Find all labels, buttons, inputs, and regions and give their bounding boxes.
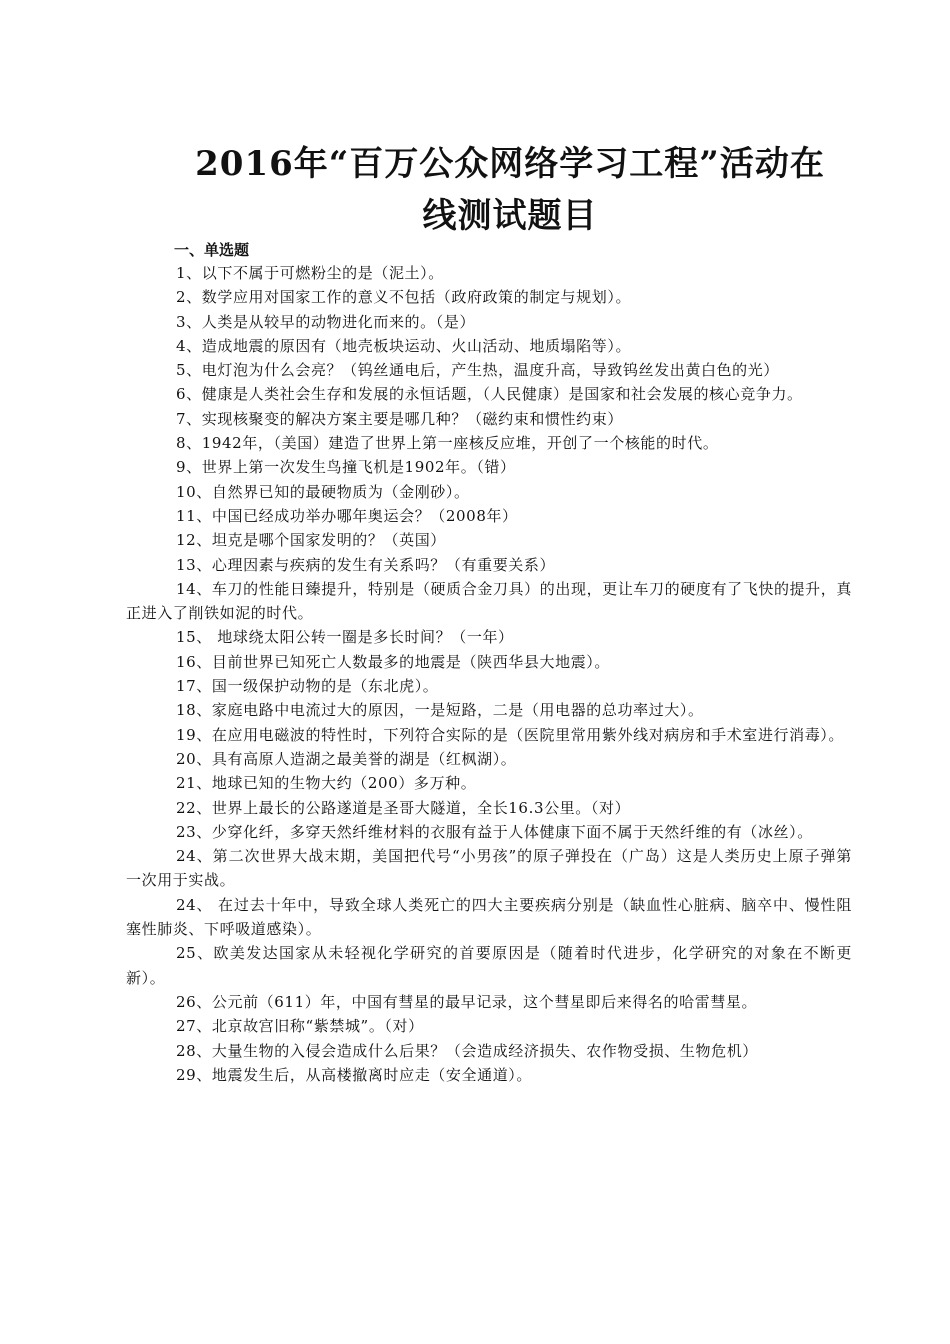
question-item: 12、坦克是哪个国家发明的？（英国） [176,531,446,550]
question-list [126,261,852,1087]
question-item: 19、在应用电磁波的特性时，下列符合实际的是（医院里常用紫外线对病房和手术室进行消毒）。 [176,725,844,744]
question-item: 3、人类是从较早的动物进化而来的。（是） [176,312,476,331]
question-item: 24、 在过去十年中，导致全球人类死亡的四大主要疾病分别是（缺血性心脏病、脑卒中、慢性阻塞性肺炎、下呼吸道感染）。 [126,895,852,939]
question-item: 28、大量生物的入侵会造成什么后果？（会造成经济损失、农作物受损、生物危机） [176,1041,758,1060]
question-item: 10、自然界已知的最硬物质为（金刚砂）。 [176,482,470,501]
question-item: 23、少穿化纤，多穿天然纤维材料的衣服有益于人体健康下面不属于天然纤维的有（冰丝）。 [176,822,813,841]
question-item: 13、心理因素与疾病的发生有关系吗？（有重要关系） [176,555,556,574]
question-item: 4、造成地震的原因有（地壳板块运动、火山活动、地质塌陷等）。 [176,336,632,355]
document-title-line-1: 2016年“百万公众网络学习工程”活动在 [195,144,825,184]
document-title [130,138,890,242]
question-item: 7、实现核聚变的解决方案主要是哪几种？（磁约束和惯性约束） [176,409,623,428]
question-item: 15、 地球绕太阳公转一圈是多长时间？（一年） [176,628,514,647]
question-item: 25、欧美发达国家从未轻视化学研究的首要原因是（随着时代进步，化学研究的对象在不断更新）。 [126,944,852,987]
question-item: 27、北京故宫旧称“紫禁城”。（对） [176,1017,424,1036]
section-heading: 一、单选题 [174,241,250,259]
document-title-line-2: 线测试题目 [422,196,598,236]
question-item: 5、电灯泡为什么会亮？（钨丝通电后，产生热，温度升高，导致钨丝发出黄白色的光） [176,361,779,380]
question-item: 9、世界上第一次发生鸟撞飞机是1902年。（错） [176,458,516,477]
question-item: 18、家庭电路中电流过大的原因，一是短路，二是（用电器的总功率过大）。 [176,701,704,720]
question-item: 16、目前世界已知死亡人数最多的地震是（陕西华县大地震）。 [176,652,610,671]
question-item: 26、公元前（611）年，中国有彗星的最早记录，这个彗星即后来得名的哈雷彗星。 [176,992,758,1011]
question-item: 11、中国已经成功举办哪年奥运会？（2008年） [176,506,518,525]
question-item: 2、数学应用对国家工作的意义不包括（政府政策的制定与规划）。 [176,288,632,307]
question-item: 6、健康是人类社会生存和发展的永恒话题，（人民健康）是国家和社会发展的核心竞争力。 [176,385,803,404]
question-item: 8、1942年，（美国）建造了世界上第一座核反应堆，开创了一个核能的时代。 [176,434,719,453]
question-item: 22、世界上最长的公路遂道是圣哥大隧道，全长16.3公里。（对） [176,798,631,817]
question-item: 20、具有高原人造湖之最美誉的湖是（红枫湖）。 [176,749,517,768]
question-item: 29、地震发生后，从高楼撤离时应走（安全通道）。 [176,1065,532,1084]
question-item: 17、国一级保护动物的是（东北虎）。 [176,677,439,696]
question-item: 21、地球已知的生物大约（200）多万种。 [176,774,477,793]
question-item: 14、车刀的性能日臻提升，特别是（硬质合金刀具）的出现，更让车刀的硬度有了飞快的提升，真正进入了削铁如泥的时代。 [126,579,852,623]
question-item: 24、第二次世界大战末期，美国把代号“小男孩”的原子弹投在（广岛）这是人类历史上原子弹第一次用于实战。 [126,847,852,890]
question-item: 1、以下不属于可燃粉尘的是（泥土）。 [176,264,444,282]
